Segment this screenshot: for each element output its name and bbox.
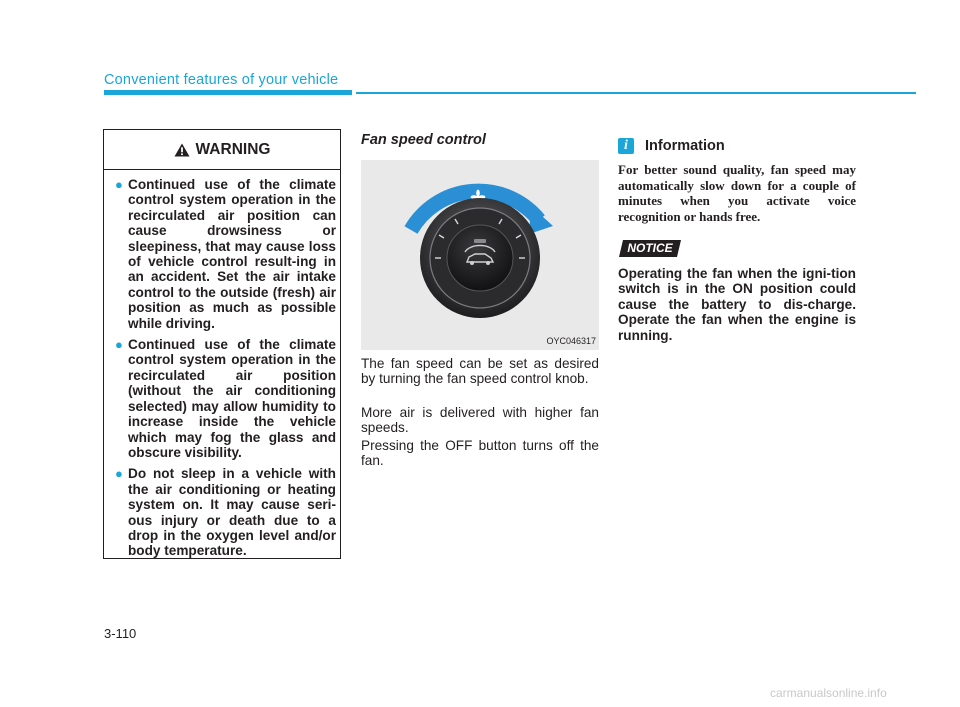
info-text: For better sound quality, fan speed may automatically slow down for a couple of minutes when you activate voice recognition or hands free. bbox=[618, 162, 856, 224]
fan-speed-knob-illustration bbox=[361, 160, 599, 350]
bullet-icon: ● bbox=[115, 337, 123, 353]
warning-list bbox=[114, 177, 336, 565]
watermark: carmanualsonline.info bbox=[770, 686, 887, 700]
page-number: 3-110 bbox=[104, 626, 137, 641]
notice-label: NOTICE bbox=[627, 241, 673, 255]
warning-triangle-icon bbox=[174, 143, 190, 157]
warning-item: ● Do not sleep in a vehicle with the air conditioning or heating system on. It may cause seri-ous injury or death due to a drop in the oxygen level and/or body temperature. bbox=[115, 466, 336, 559]
info-icon: i bbox=[618, 138, 634, 154]
bullet-icon: ● bbox=[115, 177, 123, 192]
warning-box bbox=[103, 129, 341, 559]
header-rule-thin bbox=[356, 92, 916, 94]
header-rule-thick bbox=[104, 90, 352, 95]
warning-item: ● Continued use of the climate control system operation in the recirculated air position can cause drowsiness or sleepiness, that may cause loss of vehicle control result-ing in an accident. Set the air intake control to the outside (fresh) air position as much as possible while driving. bbox=[115, 177, 336, 331]
fan-paragraph: The fan speed can be set as desired by turning the fan speed control knob. bbox=[361, 356, 599, 387]
fan-section-title: Fan speed control bbox=[361, 132, 486, 148]
warning-label: WARNING bbox=[195, 141, 271, 158]
bullet-icon: ● bbox=[115, 466, 123, 482]
section-header: Convenient features of your vehicle bbox=[104, 72, 339, 88]
notice-text: Operating the fan when the igni-tion switch is in the ON position could cause the battery to dis-charge. Operate the fan when the engine is running. bbox=[618, 266, 856, 343]
warning-divider bbox=[104, 169, 340, 170]
fan-knob-figure bbox=[361, 160, 599, 350]
info-heading bbox=[618, 138, 725, 154]
fan-paragraph: Pressing the OFF button turns off the fan. bbox=[361, 438, 599, 469]
info-title: Information bbox=[645, 138, 725, 154]
warning-item: ● Continued use of the climate control system operation in the recirculated air position (without the air conditioning selected) may allow humidity to increase inside the vehicle which may fog the glass and obscure visibility. bbox=[115, 337, 336, 460]
figure-code: OYC046317 bbox=[546, 336, 596, 346]
fan-paragraph: More air is delivered with higher fan speeds. bbox=[361, 405, 599, 436]
warning-header bbox=[104, 130, 340, 170]
notice-badge bbox=[619, 240, 681, 257]
